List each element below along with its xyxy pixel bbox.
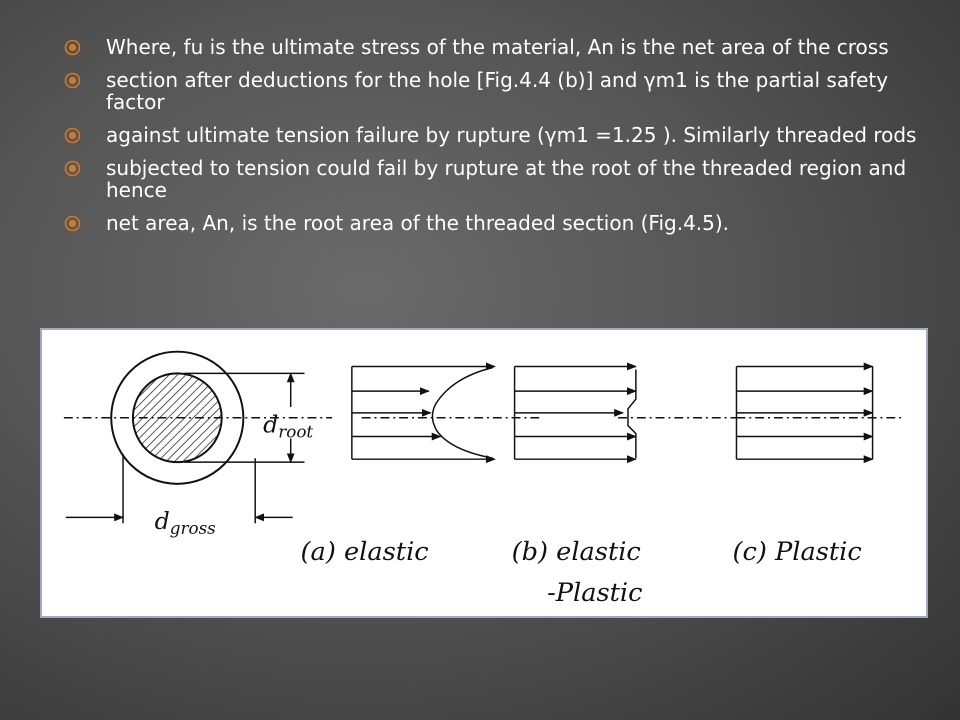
bullet-item (64, 69, 920, 113)
bullet-list (64, 36, 920, 245)
circled-dot-icon (64, 127, 81, 144)
circled-dot-icon (64, 160, 81, 177)
bullet-text: subjected to tension could fail by rupture at the root of the threaded region and hence (106, 156, 907, 202)
caption-b-line2: -Plastic (547, 578, 643, 609)
bullet-item (64, 157, 920, 201)
d-root-label: $d_{root}$ (263, 410, 314, 442)
bullet-item (64, 124, 920, 146)
bullet-item (64, 36, 920, 58)
circled-dot-icon (64, 72, 81, 89)
bullet-text: net area, An, is the root area of the threaded section (Fig.4.5). (106, 211, 730, 235)
bullet-text: against ultimate tension failure by rupture (γm1 =1.25 ). Similarly threaded rods (106, 123, 917, 147)
bullet-text: section after deductions for the hole [Fig.4.4 (b)] and γm1 is the partial safety factor (106, 68, 889, 114)
caption-a: (a) elastic (300, 536, 429, 567)
figure-diagram (42, 330, 926, 616)
caption-c: (c) Plastic (732, 536, 862, 567)
caption-b-line1: (b) elastic (511, 536, 641, 567)
bullet-text: Where, fu is the ultimate stress of the material, An is the net area of the cross (106, 35, 889, 59)
circled-dot-icon (64, 39, 81, 56)
elastic-stress-diagram (352, 366, 539, 459)
circled-dot-icon (64, 215, 81, 232)
elastic-plastic-stress-diagram (515, 366, 737, 459)
plastic-stress-diagram (736, 366, 904, 459)
d-gross-label: $d_{gross}$ (154, 507, 216, 539)
stress-distribution-figure (40, 328, 928, 618)
bullet-item (64, 212, 920, 234)
rod-cross-section (64, 352, 332, 538)
